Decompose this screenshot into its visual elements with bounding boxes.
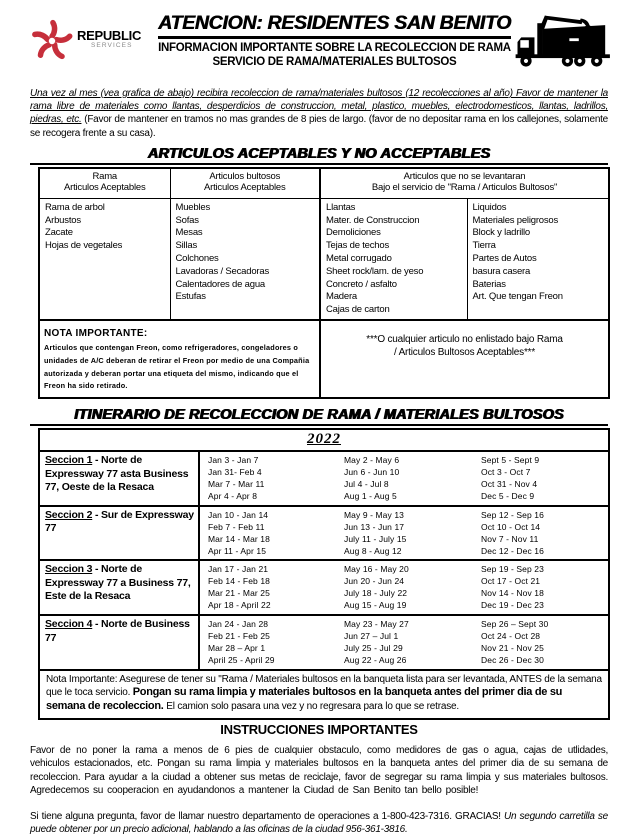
acceptables-header-row (39, 168, 609, 199)
list-line: Nov 7 - Nov 11 (481, 533, 539, 544)
list-line: May 9 - May 13 (344, 509, 404, 520)
section-2-dates-col1 (199, 506, 336, 561)
itinerary-nota-cell (39, 670, 609, 719)
instructions-heading: INSTRUCCIONES IMPORTANTES (220, 722, 418, 738)
list-line: Estufas (175, 291, 206, 303)
list-line: Arbustos (45, 214, 81, 226)
section-1-dates-col2 (336, 451, 473, 506)
list-line: Sep 19 - Sep 23 (481, 564, 544, 575)
list-line: Oct 17 - Oct 21 (481, 576, 541, 587)
list-line: Mar 21 - Mar 25 (208, 588, 270, 599)
list-line: Tejas de techos (326, 240, 390, 252)
section-2-desc: - Sur de Expressway 77 (45, 508, 194, 535)
list-line: Jul 4 - Jul 8 (344, 478, 389, 489)
col1-header-line1: Rama (92, 170, 118, 182)
list-line: Mar 28 – Apr 1 (208, 642, 266, 653)
list-line: Feb 21 - Feb 25 (208, 630, 270, 641)
itinerary-heading-rule (30, 406, 608, 426)
section-4-dates-col3 (473, 615, 609, 670)
col34-header (320, 168, 609, 199)
section-3-name (39, 560, 199, 615)
list-line: Nov 14 - Nov 18 (481, 588, 544, 599)
section-1-label: Seccion 1 (45, 454, 93, 467)
section-4-label: Seccion 4 (45, 618, 93, 631)
list-line: Sheet rock/lam. de yeso (326, 265, 424, 277)
list-line: May 16 - May 20 (344, 564, 409, 575)
list-line: July 25 - Jul 29 (344, 642, 403, 653)
section-3-desc: - Norte de Expressway 77 a Business 77, Este de la Resaca (45, 563, 191, 603)
list-line: Jun 20 - Jun 24 (344, 576, 405, 587)
section-2-dates-col3 (473, 506, 609, 561)
list-line: Aug 15 - Aug 19 (344, 600, 407, 611)
itinerary-nota-row (39, 670, 609, 719)
list-line: Oct 24 - Oct 28 (481, 630, 541, 641)
list-line: Jan 10 - Jan 14 (208, 509, 269, 520)
list-line: Materiales peligrosos (472, 214, 559, 226)
list-line: Jun 27 – Jul 1 (344, 630, 399, 641)
section-4-row (39, 615, 609, 670)
rama-aceptables-list (39, 198, 170, 320)
any-article-line2: / Articulos Bultosos Aceptables*** (393, 346, 536, 358)
section-2-dates-col2 (336, 506, 473, 561)
list-line: Feb 7 - Feb 11 (208, 521, 265, 532)
intro-paragraph (30, 87, 608, 140)
republic-services-logo (30, 10, 158, 64)
freon-nota-label: NOTA IMPORTANTE: (44, 327, 148, 339)
list-line: Sillas (175, 240, 198, 252)
itinerary-table (38, 428, 610, 720)
acceptables-body-row (39, 198, 609, 320)
any-article-line1: ***O cualquier articulo no enlistado bajo Rama (366, 333, 563, 345)
logo-text (77, 28, 142, 51)
list-line: Concreto / asfalto (326, 278, 397, 290)
list-line: Apr 11 - Apr 15 (208, 545, 267, 556)
col2-header-line1: Articulos bultosos (209, 170, 281, 182)
list-line: Aug 22 - Aug 26 (344, 654, 407, 665)
list-line: Apr 4 - Apr 8 (208, 490, 258, 501)
bultosos-aceptables-list (170, 198, 320, 320)
list-line: Dec 5 - Dec 9 (481, 490, 535, 501)
section-1-dates-col1 (199, 451, 336, 506)
list-line: Feb 14 - Feb 18 (208, 576, 270, 587)
section-2-row (39, 506, 609, 561)
list-line: Block y ladrillo (472, 227, 531, 239)
list-line: Calentadores de agua (175, 278, 265, 290)
subtitle-line1: INFORMACION IMPORTANTE SOBRE LA RECOLECCION DE RAMA (158, 42, 511, 54)
grapple-truck-icon (511, 10, 623, 81)
subtitle-line2: SERVICIO DE RAMA/MATERIALES BULTOSOS (212, 56, 457, 68)
list-line: Dec 26 - Dec 30 (481, 654, 544, 665)
list-line: Jan 3 - Jan 7 (208, 455, 259, 466)
section-3-row (39, 560, 609, 615)
list-line: July 11 - July 15 (344, 533, 407, 544)
republic-star-icon (30, 18, 74, 64)
list-line: Demoliciones (326, 227, 381, 239)
section-4-desc: - Norte de Business 77 (45, 618, 190, 644)
list-line: Llantas (326, 201, 356, 213)
list-line: Aug 1 - Aug 5 (344, 490, 397, 501)
list-line: Jun 13 - Jun 17 (344, 521, 405, 532)
list-line: Dec 19 - Dec 23 (481, 600, 544, 611)
col2-header-line2: Articulos Aceptables (203, 182, 286, 194)
list-line: May 23 - May 27 (344, 619, 409, 630)
col34-header-line2: Bajo el servicio de "Rama / Articulos Bultosos" (371, 182, 558, 194)
page-title: ATENCION: RESIDENTES SAN BENITO (158, 12, 511, 39)
list-line: Partes de Autos (472, 253, 537, 264)
section-1-dates-col3 (473, 451, 609, 506)
list-line: Jan 17 - Jan 21 (208, 564, 269, 575)
list-line: Mar 14 - Mar 18 (208, 533, 270, 544)
section-4-dates-col2 (336, 615, 473, 670)
acceptables-heading: ARTICULOS ACEPTABLES Y NO ACCEPTABLES (147, 145, 491, 162)
list-line: Sep 26 – Sept 30 (481, 619, 549, 630)
list-line: Metal corrugado (326, 253, 392, 264)
no-levantaran-list-b (467, 198, 609, 320)
freon-nota-row (39, 320, 609, 398)
intro-normal-text: (Favor de mantener en tramos no mas grandes de 8 pies de largo. (favor de no depositar rama en los callejones, solamente se recogera frente a su casa). (30, 114, 608, 139)
intro-underlined-text: Una vez al mes (vea grafica de abajo) recibira recoleccion de rama/materiales bultosos (12 recolecciones al año) Favor de mantener la rama libre de materiales como llantas, desperdicios de construccion, metal, plastico, muebles, electrodomesticos, llantas, ladrillos, piedras, etc. (30, 88, 608, 126)
list-line: Oct 31 - Nov 4 (481, 478, 538, 489)
itinerary-nota-pre: Nota Importante: Asegurese de tener su "Rama / Materiales bultosos en la banqueta lista para ser levantada, ANTES de la semana que le toca servicio. (46, 673, 602, 699)
no-levantaran-list-a (320, 198, 467, 320)
header-center (158, 10, 511, 69)
list-line: Jan 24 - Jan 28 (208, 619, 269, 630)
list-line: Hojas de vegetales (45, 240, 123, 252)
list-line: Dec 12 - Dec 16 (481, 545, 544, 556)
list-line: Rama de arbol (45, 201, 105, 213)
list-line: Jan 31- Feb 4 (208, 467, 262, 478)
instructions-paragraph: Favor de no poner la rama a menos de 6 pies de cualquier obstaculo, como medidores de gas o agua, cajas de utlidades, vehiculos estacionados, etc. Pongan su rama limpia y materiales bultosos en la banqueta antes del primer dia de su semana de recoleccion. Para ayudar a la ciudad a obtener sus metas de reciclaje, favor de segregar su rama limpia y sus materiales bultosos. Agredecemos su cooperacion en ayudandonos a mantener la Ciudad de San Benito tan bello posible! (30, 745, 608, 797)
list-line: Oct 10 - Oct 14 (481, 521, 541, 532)
year-cell (39, 429, 609, 451)
list-line: Sofas (175, 214, 199, 226)
list-line: July 18 - July 22 (344, 588, 408, 599)
section-4-name (39, 615, 199, 670)
section-3-dates-col1 (199, 560, 336, 615)
section-3-dates-col3 (473, 560, 609, 615)
section-4-dates-col1 (199, 615, 336, 670)
list-line: Colchones (175, 253, 219, 264)
header (30, 10, 608, 81)
acceptables-table (38, 167, 610, 399)
col34-header-line1: Articulos que no se levantaran (403, 170, 526, 182)
col1-header-line2: Articulos Aceptables (63, 182, 146, 194)
section-1-name (39, 451, 199, 506)
contact-paragraph (30, 810, 608, 837)
col2-header (170, 168, 320, 199)
list-line: Zacate (45, 227, 73, 239)
itinerary-nota-bold: Pongan su rama limpia y materiales bultosos en la banqueta antes del primer dia de su semana de recoleccion. (46, 686, 563, 713)
section-2-label: Seccion 2 (45, 508, 93, 521)
list-line: Mater. de Construccion (326, 214, 420, 226)
year-label: 2022 (307, 431, 341, 448)
list-line: Mar 7 - Mar 11 (208, 478, 265, 489)
section-3-label: Seccion 3 (45, 563, 93, 576)
contact-normal-text: Si tiene alguna pregunta, favor de llamar nuestro departamento de operaciones a 1-800-423-7316. GRACIAS! (30, 810, 505, 822)
list-line: Muebles (175, 201, 211, 213)
list-line: Mesas (175, 227, 203, 239)
acceptables-heading-rule (30, 145, 608, 165)
list-line: Madera (326, 291, 358, 303)
itinerary-nota-post: El camion solo pasara una vez y no regresara para lo que se retrase. (166, 701, 459, 713)
section-1-row (39, 451, 609, 506)
list-line: Jun 6 - Jun 10 (344, 467, 400, 478)
list-line: Cajas de carton (326, 304, 390, 316)
list-line: Tierra (472, 240, 496, 252)
col1-header (39, 168, 170, 199)
list-line: May 2 - May 6 (344, 455, 400, 466)
section-1-desc: - Norte de Expressway 77 asta Business 77, Oeste de la Resaca (45, 454, 189, 494)
list-line: Art. Que tengan Freon (472, 291, 563, 303)
list-line: Oct 3 - Oct 7 (481, 467, 531, 478)
any-article-nota-cell (320, 320, 609, 398)
list-line: Nov 21 - Nov 25 (481, 642, 544, 653)
list-line: basura casera (472, 265, 531, 277)
list-line: Aug 8 - Aug 12 (344, 545, 402, 556)
list-line: Baterias (472, 278, 506, 290)
list-line: April 25 - April 29 (208, 654, 275, 665)
list-line: Apr 18 - April 22 (208, 600, 271, 611)
year-row (39, 429, 609, 451)
freon-nota-text: Articulos que contengan Freon, como refrigeradores, congeladores o unidades de A/C deberan de retirar el Freon por medio de una Compañia autorizada y deberan portar una etiqueta del mismo, indicando que el Freon ha sido retirado. (44, 342, 310, 391)
section-2-name (39, 506, 199, 561)
freon-nota-cell (39, 320, 320, 398)
section-3-dates-col2 (336, 560, 473, 615)
list-line: Sept 5 - Sept 9 (481, 455, 540, 466)
contact-italic-text: Un segundo carretilla se puede obtener por un precio adicional, hablando a las oficinas de la ciudad 956-361-3816. (30, 810, 608, 836)
list-line: Lavadoras / Secadoras (175, 265, 269, 277)
list-line: Liquidos (472, 201, 507, 213)
itinerary-heading: ITINERARIO DE RECOLECCION DE RAMA / MATERIALES BULTOSOS (74, 407, 564, 424)
logo-brand: REPUBLIC (77, 28, 142, 43)
logo-sub: SERVICES (91, 42, 133, 49)
list-line: Sep 12 - Sep 16 (481, 509, 544, 520)
